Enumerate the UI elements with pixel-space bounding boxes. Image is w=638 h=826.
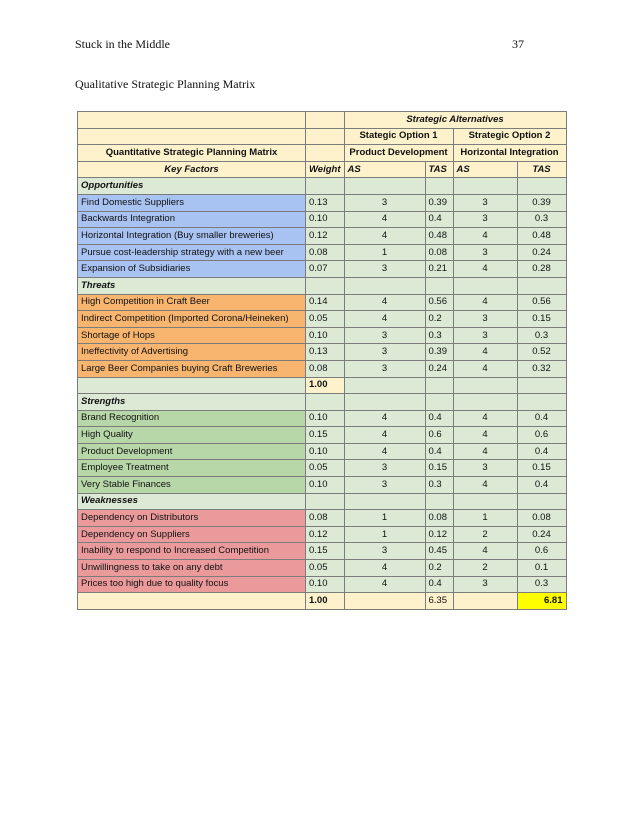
weight-cell: 0.15 — [306, 427, 345, 444]
tas1-cell: 0.15 — [425, 460, 453, 477]
as1-cell: 3 — [344, 360, 425, 377]
table-row — [78, 261, 567, 278]
as2-cell: 3 — [453, 327, 517, 344]
as1-cell: 3 — [344, 261, 425, 278]
tas2-cell: 0.52 — [517, 344, 566, 361]
as1-cell: 4 — [344, 211, 425, 228]
tas2-cell: 0.24 — [517, 526, 566, 543]
as2-cell: 3 — [453, 211, 517, 228]
weight-cell: 0.07 — [306, 261, 345, 278]
weight-cell: 0.10 — [306, 410, 345, 427]
factor-cell: Very Stable Finances — [78, 477, 306, 494]
table-row — [78, 360, 567, 377]
tas2-cell: 0.4 — [517, 443, 566, 460]
weight-cell: 0.08 — [306, 244, 345, 261]
tas1-cell: 0.3 — [425, 327, 453, 344]
as2-cell: 4 — [453, 543, 517, 560]
as2-cell: 3 — [453, 311, 517, 328]
factor-cell: Backwards Integration — [78, 211, 306, 228]
as2-cell: 3 — [453, 576, 517, 593]
tas1-cell: 0.08 — [425, 244, 453, 261]
matrix-title: Quantitative Strategic Planning Matrix — [78, 145, 306, 162]
page-number: 37 — [512, 37, 524, 51]
factor-cell: Indirect Competition (Imported Corona/Heineken) — [78, 311, 306, 328]
table-row — [78, 410, 567, 427]
as1-cell: 4 — [344, 410, 425, 427]
running-head: Stuck in the Middle — [75, 37, 170, 51]
tas2-cell: 0.24 — [517, 244, 566, 261]
as1-cell: 4 — [344, 294, 425, 311]
header-row-options — [78, 128, 567, 145]
table-row — [78, 427, 567, 444]
option1-name: Product Development — [344, 145, 453, 162]
table-row — [78, 526, 567, 543]
table-row — [78, 477, 567, 494]
tas2-cell: 0.3 — [517, 211, 566, 228]
as1-cell: 3 — [344, 460, 425, 477]
table-row — [78, 294, 567, 311]
tas2-cell: 0.15 — [517, 311, 566, 328]
factor-cell: Product Development — [78, 443, 306, 460]
tas1-cell: 0.4 — [425, 576, 453, 593]
as1-cell: 4 — [344, 427, 425, 444]
tas1-cell: 0.21 — [425, 261, 453, 278]
col-key-factors: Key Factors — [78, 161, 306, 178]
as2-cell: 4 — [453, 427, 517, 444]
weight-cell: 0.10 — [306, 477, 345, 494]
section-row-threats — [78, 277, 567, 294]
factor-cell: Brand Recognition — [78, 410, 306, 427]
as1-cell: 3 — [344, 477, 425, 494]
tas1-cell: 0.2 — [425, 560, 453, 577]
external-weight-total: 1.00 — [306, 377, 345, 394]
as2-cell: 1 — [453, 510, 517, 527]
tas2-cell: 0.56 — [517, 294, 566, 311]
grand-total-row — [78, 593, 567, 610]
as1-cell: 4 — [344, 228, 425, 245]
factor-cell: Find Domestic Suppliers — [78, 194, 306, 211]
as1-cell: 3 — [344, 194, 425, 211]
table-row — [78, 194, 567, 211]
tas1-cell: 0.39 — [425, 194, 453, 211]
total-tas-option1: 6.35 — [425, 593, 453, 610]
weight-cell: 0.15 — [306, 543, 345, 560]
strategic-alternatives-header: Strategic Alternatives — [344, 112, 566, 129]
table-row — [78, 311, 567, 328]
as2-cell: 3 — [453, 460, 517, 477]
as1-cell: 3 — [344, 344, 425, 361]
factor-cell: High Quality — [78, 427, 306, 444]
section-label-threats: Threats — [78, 277, 306, 294]
col-weight: Weight — [306, 161, 345, 178]
factor-cell: Unwillingness to take on any debt — [78, 560, 306, 577]
tas1-cell: 0.45 — [425, 543, 453, 560]
as1-cell: 1 — [344, 510, 425, 527]
header-row-names — [78, 145, 567, 162]
as2-cell: 4 — [453, 294, 517, 311]
factor-cell: High Competition in Craft Beer — [78, 294, 306, 311]
table-row — [78, 228, 567, 245]
as1-cell: 1 — [344, 244, 425, 261]
factor-cell: Inability to respond to Increased Competition — [78, 543, 306, 560]
weight-cell: 0.08 — [306, 360, 345, 377]
section-row-opportunities — [78, 178, 567, 195]
factor-cell: Dependency on Distributors — [78, 510, 306, 527]
tas1-cell: 0.4 — [425, 443, 453, 460]
weight-cell: 0.10 — [306, 211, 345, 228]
tas2-cell: 0.6 — [517, 543, 566, 560]
as2-cell: 2 — [453, 560, 517, 577]
tas1-cell: 0.48 — [425, 228, 453, 245]
tas2-cell: 0.08 — [517, 510, 566, 527]
tas1-cell: 0.56 — [425, 294, 453, 311]
weight-cell: 0.13 — [306, 194, 345, 211]
col-as-2: AS — [453, 161, 517, 178]
tas2-cell: 0.6 — [517, 427, 566, 444]
as1-cell: 3 — [344, 543, 425, 560]
col-tas-2: TAS — [517, 161, 566, 178]
as1-cell: 3 — [344, 327, 425, 344]
page-title: Qualitative Strategic Planning Matrix — [75, 77, 256, 91]
tas1-cell: 0.3 — [425, 477, 453, 494]
option2-name: Horizontal Integration — [453, 145, 566, 162]
tas2-cell: 0.28 — [517, 261, 566, 278]
section-label-weaknesses: Weaknesses — [78, 493, 306, 510]
column-header-row — [78, 161, 567, 178]
table-row — [78, 543, 567, 560]
header-row-alternatives — [78, 112, 567, 129]
factor-cell: Employee Treatment — [78, 460, 306, 477]
table-row — [78, 510, 567, 527]
factor-cell: Shortage of Hops — [78, 327, 306, 344]
section-label-opportunities: Opportunities — [78, 178, 306, 195]
factor-cell: Horizontal Integration (Buy smaller breweries) — [78, 228, 306, 245]
weight-cell: 0.10 — [306, 443, 345, 460]
option1-header: Stategic Option 1 — [344, 128, 453, 145]
weight-cell: 0.05 — [306, 560, 345, 577]
as2-cell: 4 — [453, 443, 517, 460]
col-as-1: AS — [344, 161, 425, 178]
weight-cell: 0.12 — [306, 228, 345, 245]
factor-cell: Dependency on Suppliers — [78, 526, 306, 543]
table-row — [78, 443, 567, 460]
option2-header: Strategic Option 2 — [453, 128, 566, 145]
tas2-cell: 0.48 — [517, 228, 566, 245]
tas1-cell: 0.08 — [425, 510, 453, 527]
as1-cell: 4 — [344, 443, 425, 460]
col-tas-1: TAS — [425, 161, 453, 178]
as2-cell: 4 — [453, 261, 517, 278]
weight-cell: 0.05 — [306, 311, 345, 328]
tas1-cell: 0.2 — [425, 311, 453, 328]
tas2-cell: 0.1 — [517, 560, 566, 577]
as2-cell: 3 — [453, 194, 517, 211]
tas1-cell: 0.24 — [425, 360, 453, 377]
weight-cell: 0.05 — [306, 460, 345, 477]
weight-cell: 0.08 — [306, 510, 345, 527]
table-row — [78, 244, 567, 261]
tas2-cell: 0.39 — [517, 194, 566, 211]
as2-cell: 3 — [453, 244, 517, 261]
as1-cell: 1 — [344, 526, 425, 543]
as2-cell: 2 — [453, 526, 517, 543]
as2-cell: 4 — [453, 360, 517, 377]
qspm-table — [77, 111, 567, 610]
table-row — [78, 560, 567, 577]
weight-cell: 0.10 — [306, 576, 345, 593]
factor-cell: Ineffectivity of Advertising — [78, 344, 306, 361]
factor-cell: Pursue cost-leadership strategy with a new beer — [78, 244, 306, 261]
as2-cell: 4 — [453, 344, 517, 361]
tas1-cell: 0.12 — [425, 526, 453, 543]
weight-cell: 0.14 — [306, 294, 345, 311]
total-tas-option2: 6.81 — [517, 593, 566, 610]
section-row-strengths — [78, 394, 567, 411]
section-label-strengths: Strengths — [78, 394, 306, 411]
tas2-cell: 0.15 — [517, 460, 566, 477]
tas1-cell: 0.6 — [425, 427, 453, 444]
tas1-cell: 0.39 — [425, 344, 453, 361]
as1-cell: 4 — [344, 311, 425, 328]
tas2-cell: 0.32 — [517, 360, 566, 377]
section-row-weaknesses — [78, 493, 567, 510]
tas2-cell: 0.3 — [517, 327, 566, 344]
as2-cell: 4 — [453, 228, 517, 245]
tas2-cell: 0.3 — [517, 576, 566, 593]
tas2-cell: 0.4 — [517, 410, 566, 427]
external-total-row — [78, 377, 567, 394]
table-row — [78, 327, 567, 344]
weight-cell: 0.12 — [306, 526, 345, 543]
weight-cell: 0.13 — [306, 344, 345, 361]
as1-cell: 4 — [344, 560, 425, 577]
table-row — [78, 576, 567, 593]
tas2-cell: 0.4 — [517, 477, 566, 494]
table-row — [78, 460, 567, 477]
tas1-cell: 0.4 — [425, 410, 453, 427]
table-row — [78, 344, 567, 361]
as1-cell: 4 — [344, 576, 425, 593]
factor-cell: Large Beer Companies buying Craft Breweries — [78, 360, 306, 377]
tas1-cell: 0.4 — [425, 211, 453, 228]
internal-weight-total: 1.00 — [306, 593, 345, 610]
table-row — [78, 211, 567, 228]
factor-cell: Prices too high due to quality focus — [78, 576, 306, 593]
as2-cell: 4 — [453, 477, 517, 494]
weight-cell: 0.10 — [306, 327, 345, 344]
factor-cell: Expansion of Subsidiaries — [78, 261, 306, 278]
as2-cell: 4 — [453, 410, 517, 427]
